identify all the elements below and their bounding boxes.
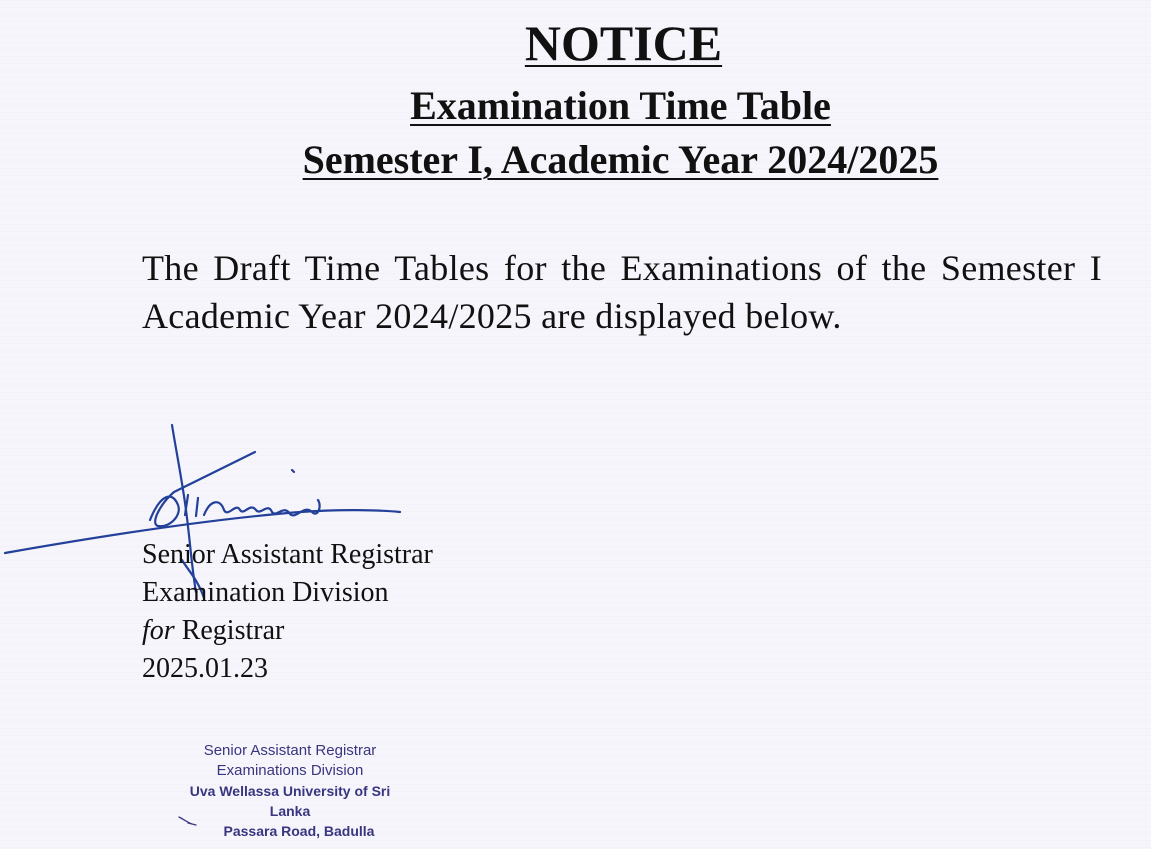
notice-subtitle: Examination Time Table: [410, 83, 831, 128]
for-name: Registrar: [181, 615, 285, 646]
signature-block: [142, 536, 433, 688]
for-word: for: [142, 615, 175, 646]
stamp-line-4: Passara Road, Badulla: [223, 823, 375, 839]
notice-body-paragraph: The Draft Time Tables for the Examinations of the Semester I Academic Year 2024/2025 are displayed below.: [142, 248, 1102, 336]
signatory-date: 2025.01.23: [142, 653, 268, 684]
stamp-line-2: Examinations Division: [216, 762, 364, 779]
signatory-division: Examination Division: [142, 577, 389, 608]
stamp-line-1: Senior Assistant Registrar: [203, 742, 377, 759]
stamp-initial-icon: [178, 814, 198, 826]
signatory-for-line: [142, 612, 433, 650]
notice-title: NOTICE: [524, 15, 723, 71]
notice-semester-line: Semester I, Academic Year 2024/2025: [302, 137, 939, 182]
stamp-line-3: Uva Wellassa University of Sri Lanka: [189, 783, 391, 819]
official-stamp: [170, 741, 410, 841]
signatory-position: Senior Assistant Registrar: [142, 539, 433, 570]
